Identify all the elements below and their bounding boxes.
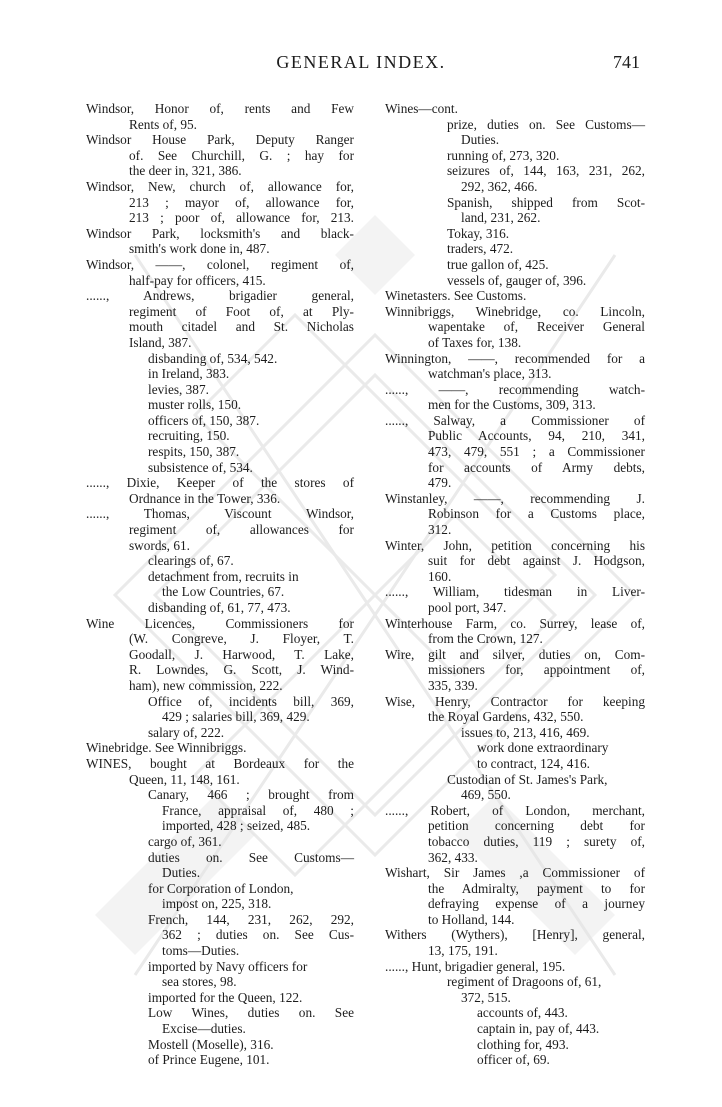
index-entry-line: regiment of Foot of, at Ply- [129, 303, 354, 319]
index-entry-line: Queen, 11, 148, 161. [129, 771, 240, 787]
index-entry-heading: Wire, gilt and silver, duties on, Com- [385, 646, 645, 662]
index-entry-line: respits, 150, 387. [148, 444, 240, 460]
index-entry-line: half-pay for officers, 415. [129, 272, 266, 288]
index-entry-line: of. See Churchill, G. ; hay for [129, 147, 354, 163]
index-entry-heading: Wise, Henry, Contractor for keeping [385, 693, 645, 709]
index-entry-line: officer of, 69. [477, 1052, 550, 1068]
index-entry-line: French, 144, 231, 262, 292, [148, 911, 354, 927]
index-entry-line: muster rolls, 150. [148, 397, 242, 413]
index-entry-line: Duties. [162, 865, 201, 881]
index-entry-line: subsistence of, 534. [148, 459, 253, 475]
index-entry-line: salary of, 222. [148, 724, 225, 740]
index-entry-heading: Windsor, New, church of, allowance for, [86, 178, 354, 194]
index-entry-line: the deer in, 321, 386. [129, 163, 242, 179]
right-index-column [385, 101, 645, 1068]
index-entry-line: toms—Duties. [162, 943, 240, 959]
page-number: 741 [613, 52, 640, 72]
index-entry-heading: Windsor House Park, Deputy Ranger [86, 132, 354, 148]
index-entry-line: Rents of, 95. [129, 116, 197, 132]
index-entry-line: issues to, 213, 416, 469. [461, 724, 590, 740]
index-entry-line: 213 ; mayor of, allowance for, [129, 194, 354, 210]
index-entry-line: 473, 479, 551 ; a Commissioner [428, 444, 645, 460]
index-entry-line: the Low Countries, 67. [162, 584, 285, 600]
index-entry-line: to contract, 124, 416. [477, 755, 590, 771]
index-entry-line: France, appraisal of, 480 ; [162, 802, 354, 818]
index-entry-line: Spanish, shipped from Scot- [447, 194, 645, 210]
index-entry-line: land, 231, 262. [461, 210, 541, 226]
index-entry-line: clearings of, 67. [148, 553, 234, 569]
index-entry-line: Duties. [461, 132, 500, 148]
index-entry-line: true gallon of, 425. [447, 256, 549, 272]
index-entry-line: 292, 362, 466. [461, 178, 538, 194]
index-entry-line: disbanding of, 534, 542. [148, 350, 278, 366]
index-entry-line: watchman's place, 313. [428, 366, 552, 382]
index-entry-heading: ......, Robert, of London, merchant, [385, 802, 645, 818]
index-entry-line: Canary, 466 ; brought from [148, 787, 354, 803]
index-entry-heading: Windsor, Honor of, rents and Few [86, 101, 354, 116]
index-entry-heading: Winter, John, petition concerning his [385, 537, 645, 553]
running-title: GENERAL INDEX. [276, 52, 446, 72]
index-entry-line: running of, 273, 320. [447, 147, 560, 163]
index-entry-line: imported for the Queen, 122. [148, 989, 303, 1005]
index-entry-heading: Windsor, ——, colonel, regiment of, [86, 256, 354, 272]
index-entry-line: prize, duties on. See Customs— [447, 116, 645, 132]
index-entry-line: 13, 175, 191. [428, 943, 498, 959]
index-entry-line: Goodall, J. Harwood, T. Lake, [129, 646, 354, 662]
index-entry-line: Robinson for a Customs place, [428, 506, 645, 522]
index-entry-line: detachment from, recruits in [148, 568, 299, 584]
index-entry-heading: Wines—cont. [385, 101, 458, 116]
page-header [0, 52, 722, 78]
index-entry-heading: WINES, bought at Bordeaux for the [86, 755, 354, 771]
index-entry-heading: Winterhouse Farm, co. Surrey, lease of, [385, 615, 645, 631]
index-entry-line: (W. Congreve, J. Floyer, T. [129, 631, 354, 647]
index-entry-line: recruiting, 150. [148, 428, 230, 444]
left-index-column [86, 101, 354, 1068]
index-entry-line: to Holland, 144. [428, 911, 515, 927]
index-entry-line: impost on, 225, 318. [162, 896, 272, 912]
index-entry-line: clothing for, 493. [477, 1036, 569, 1052]
index-entry-line: 335, 339. [428, 677, 478, 693]
index-entry-line: duties on. See Customs— [148, 849, 354, 865]
index-entry-line: 160. [428, 568, 452, 584]
index-entry-line: sea stores, 98. [162, 974, 237, 990]
index-entry-line: imported, 428 ; seized, 485. [162, 818, 311, 834]
index-entry-line: R. Lowndes, G. Scott, J. Wind- [129, 662, 354, 678]
index-entry-line: regiment of Dragoons of, 61, [447, 974, 602, 990]
index-entry-line: defraying expense of a journey [428, 896, 645, 912]
index-entry-heading: ......, Andrews, brigadier general, [86, 288, 354, 304]
index-entry-line: traders, 472. [447, 241, 514, 257]
index-entry-heading: Winnington, ——, recommended for a [385, 350, 645, 366]
index-entry-line: tobacco duties, 119 ; surety of, [428, 833, 645, 849]
index-entry-line: vessels of, gauger of, 396. [447, 272, 587, 288]
index-entry-line: for Corporation of London, [148, 880, 294, 896]
index-entry-line: 372, 515. [461, 989, 511, 1005]
index-entry-heading: Windsor Park, locksmith's and black- [86, 225, 354, 241]
index-entry-heading: Winetasters. See Customs. [385, 288, 527, 304]
index-entry-line: officers of, 150, 387. [148, 412, 260, 428]
index-entry-line: work done extraordinary [477, 740, 609, 756]
index-entry-line: captain in, pay of, 443. [477, 1021, 600, 1037]
index-entry-line: Office of, incidents bill, 369, [148, 693, 354, 709]
index-entry-line: Custodian of St. James's Park, [447, 771, 608, 787]
index-entry-heading: Wishart, Sir James ,a Commissioner of [385, 865, 645, 881]
index-entry-heading: ......, Salway, a Commissioner of [385, 412, 645, 428]
index-entry-line: Island, 387. [129, 334, 192, 350]
index-entry-line: 469, 550. [461, 787, 511, 803]
index-entry-line: Excise—duties. [162, 1021, 246, 1037]
index-entry-line: cargo of, 361. [148, 833, 222, 849]
index-entry-line: the Royal Gardens, 432, 550. [428, 709, 584, 725]
index-entry-line: of Prince Eugene, 101. [148, 1052, 270, 1068]
index-entry-line: Ordnance in the Tower, 336. [129, 490, 281, 506]
index-entry-line: Low Wines, duties on. See [148, 1005, 354, 1021]
index-entry-heading: Wine Licences, Commissioners for [86, 615, 354, 631]
index-entry-heading: ......, ——, recommending watch- [385, 381, 645, 397]
index-entry-heading: Withers (Wythers), [Henry], general, [385, 927, 645, 943]
index-entry-line: ham), new commission, 222. [129, 677, 283, 693]
index-entry-heading: Winnibriggs, Winebridge, co. Lincoln, [385, 303, 645, 319]
index-entry-heading: Winstanley, ——, recommending J. [385, 490, 645, 506]
index-entry-line: 362 ; duties on. See Cus- [162, 927, 354, 943]
index-entry-line: 479. [428, 475, 452, 491]
index-entry-heading: Winebridge. See Winnibriggs. [86, 740, 247, 756]
index-entry-line: smith's work done in, 487. [129, 241, 270, 257]
index-entry-line: missioners for, appointment of, [428, 662, 645, 678]
index-entry-line: Tokay, 316. [447, 225, 510, 241]
index-entry-line: for accounts of Army debts, [428, 459, 645, 475]
index-entry-line: Mostell (Moselle), 316. [148, 1036, 274, 1052]
index-entry-line: petition concerning debt for [428, 818, 645, 834]
index-entry-line: 429 ; salaries bill, 369, 429. [162, 709, 310, 725]
index-entry-line: Public Accounts, 94, 210, 341, [428, 428, 645, 444]
index-entry-line: wapentake of, Receiver General [428, 319, 645, 335]
index-entry-line: accounts of, 443. [477, 1005, 568, 1021]
index-entry-line: suit for debt against J. Hodgson, [428, 553, 645, 569]
index-entry-heading: ......, Hunt, brigadier general, 195. [385, 958, 566, 974]
index-entry-heading: ......, Dixie, Keeper of the stores of [86, 475, 354, 491]
index-entry-line: mouth citadel and St. Nicholas [129, 319, 354, 335]
index-entry-line: regiment of, allowances for [129, 522, 354, 538]
index-entry-heading: ......, William, tidesman in Liver- [385, 584, 645, 600]
index-entry-line: swords, 61. [129, 537, 190, 553]
index-entry-line: of Taxes for, 138. [428, 334, 522, 350]
index-entry-line: levies, 387. [148, 381, 209, 397]
index-entry-line: the Admiralty, payment to for [428, 880, 645, 896]
index-entry-line: from the Crown, 127. [428, 631, 543, 647]
index-entry-line: in Ireland, 383. [148, 366, 230, 382]
index-entry-heading: ......, Thomas, Viscount Windsor, [86, 506, 354, 522]
index-entry-line: seizures of, 144, 163, 231, 262, [447, 163, 645, 179]
index-entry-line: 312. [428, 522, 452, 538]
index-entry-line: 213 ; poor of, allowance for, 213. [129, 210, 354, 226]
index-entry-line: 362, 433. [428, 849, 478, 865]
index-entry-line: disbanding of, 61, 77, 473. [148, 600, 291, 615]
index-entry-line: men for the Customs, 309, 313. [428, 397, 596, 413]
index-entry-line: imported by Navy officers for [148, 958, 308, 974]
index-entry-line: pool port, 347. [428, 600, 507, 615]
